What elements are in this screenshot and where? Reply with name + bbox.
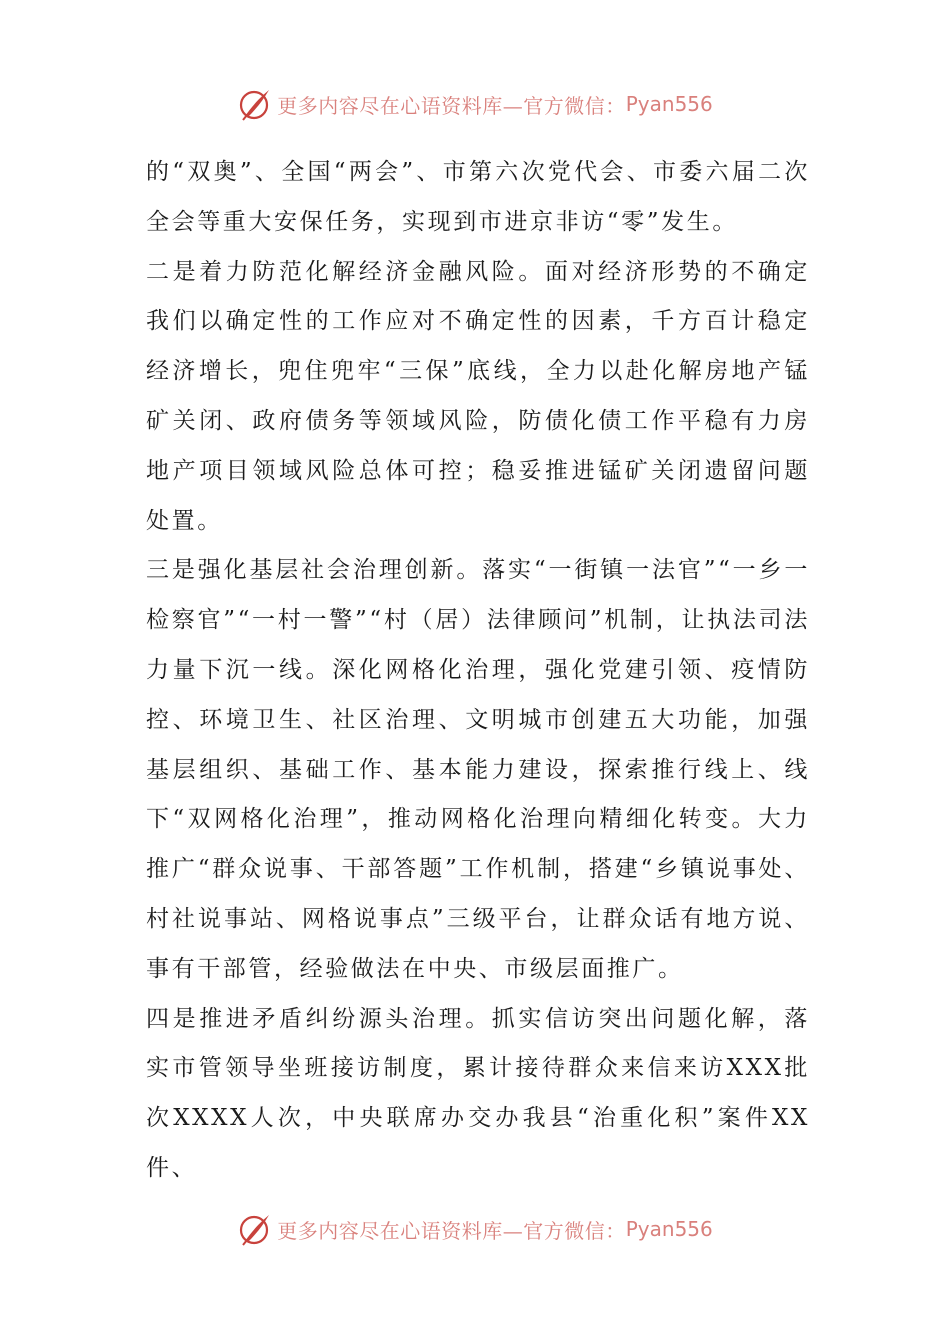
document-body <box>146 148 810 1194</box>
header-banner-text: 更多内容尽在心语资料库—官方微信： <box>277 93 626 118</box>
paragraph: 二是着力防范化解经济金融风险。面对经济形势的不确定我们以确定性的工作应对不确定性的因素，千方百计稳定经济增长，兜住兜牢“三保”底线，全力以赴化解房地产锰矿关闭、政府债务等领域风险，防债化债工作平稳有力房地产项目领域风险总体可控；稳妥推进锰矿关闭遗留问题处置。 <box>146 258 810 534</box>
header-banner <box>0 84 950 124</box>
footer-wechat-id: Pyan556 <box>625 1217 713 1241</box>
paragraph: 的“双奥”、全国“两会”、市第六次党代会、市委六届二次全会等重大安保任务，实现到市进京非访“零”发生。 <box>146 159 810 235</box>
header-wechat-id: Pyan556 <box>625 92 713 116</box>
paragraph: 四是推进矛盾纠纷源头治理。抓实信访突出问题化解，落实市管领导坐班接访制度，累计接待群众来信来访XXX批次XXXX人次，中央联席办交办我县“治重化积”案件XX件、 <box>146 1005 810 1181</box>
quill-logo-icon <box>237 86 273 122</box>
footer-banner-text: 更多内容尽在心语资料库—官方微信： <box>277 1218 626 1243</box>
paragraph: 三是强化基层社会治理创新。落实“一街镇一法官”“一乡一检察官”“一村一警”“村（居）法律顾问”机制，让执法司法力量下沉一线。深化网格化治理，强化党建引领、疫情防控、环境卫生、社区治理、文明城市创建五大功能，加强基层组织、基础工作、基本能力建设，探索推行线上、线下“双网格化治理”，推动网格化治理向精细化转变。大力推广“群众说事、干部答题”工作机制，搭建“乡镇说事处、村社说事站、网格说事点”三级平台，让群众话有地方说、事有干部管，经验做法在中央、市级层面推广。 <box>146 557 810 982</box>
quill-logo-icon <box>237 1211 273 1247</box>
footer-banner <box>0 1209 950 1249</box>
